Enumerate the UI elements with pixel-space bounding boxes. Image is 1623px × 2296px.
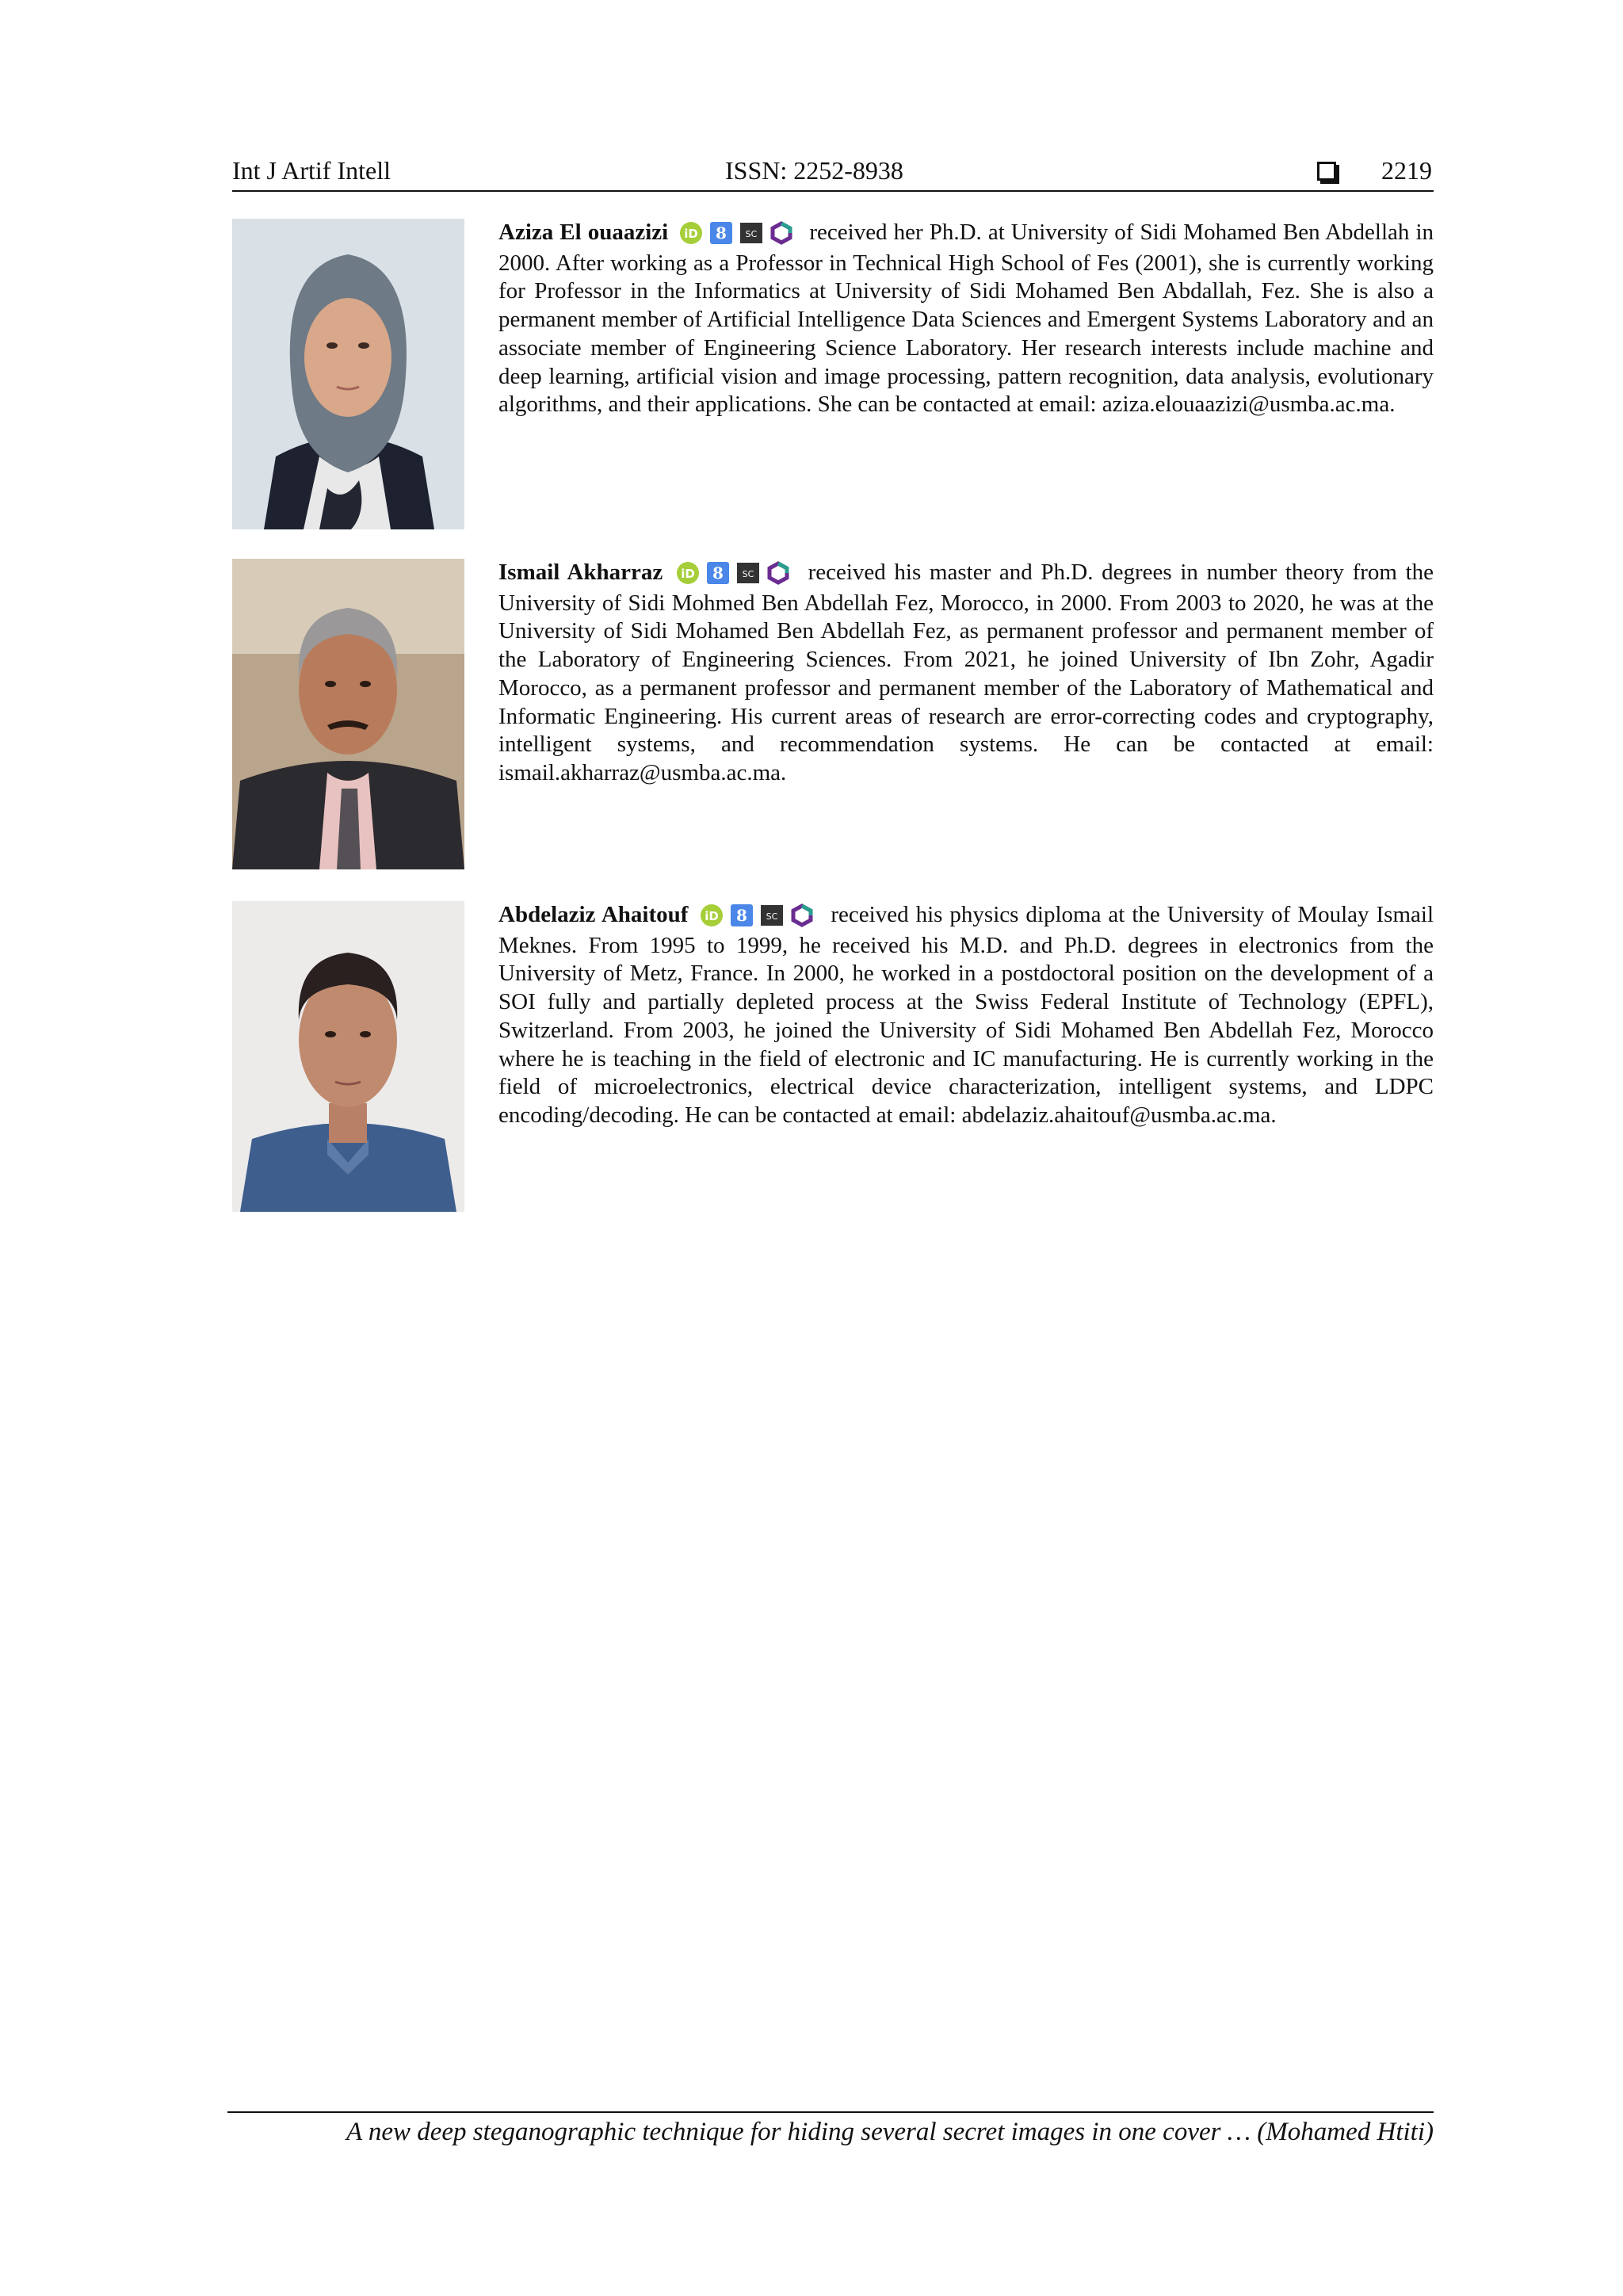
svg-text:iD: iD	[681, 567, 695, 581]
bio-text	[498, 219, 1434, 419]
square-bullet-icon	[1317, 162, 1336, 181]
bio-text	[498, 901, 1434, 1130]
author-photo	[232, 559, 464, 869]
orcid-icon[interactable]	[676, 561, 700, 585]
bio-body: received his physics diploma at the University of Moulay Ismail Meknes. From 1995 to 1999, he received his M.D. and Ph.D. degrees in electronics from the University of Metz, France. In 2000, he worked in a postdoctoral position on the development of a SOI fully and partially depleted process at the Swiss Federal Institute of Technology (EPFL), Switzerland. From 2003, he joined the University of Sidi Mohamed Ben Abdellah Fez, Morocco where he is teaching in the field of electronic and IC manufacturing. He is currently working in the field of microelectronics, electrical device characterization, intelligent systems, and LDPC encoding/decoding. He can be contacted at email: abdelaziz.ahaitouf@usmba.ac.ma.	[498, 902, 1434, 1128]
svg-text:8: 8	[716, 223, 727, 243]
svg-text:SC: SC	[745, 229, 758, 239]
google-scholar-icon[interactable]	[706, 561, 730, 585]
publons-icon[interactable]	[766, 561, 790, 585]
author-name: Aziza El ouaazizi	[498, 220, 669, 245]
orcid-icon[interactable]	[700, 904, 724, 927]
bio-text	[498, 559, 1434, 788]
author-photo	[232, 219, 464, 529]
running-footer	[227, 2111, 1434, 2149]
scopus-icon[interactable]	[739, 221, 763, 245]
svg-text:SC: SC	[766, 911, 778, 922]
scopus-icon[interactable]	[736, 561, 760, 585]
profile-icons	[679, 221, 800, 250]
orcid-icon[interactable]	[679, 221, 703, 245]
running-header	[232, 152, 1434, 192]
author-name: Abdelaziz Ahaitouf	[498, 902, 689, 927]
bio-body: received her Ph.D. at University of Sidi Mohamed Ben Abdellah in 2000. After working as a Professor in Technical High School of Fes (2001), she is currently working for Professor in the Informatics at University of Sidi Mohamed Ben Abdallah, Fez. She is also a permanent member of Artificial Intelligence Data Sciences and Emergent Systems Laboratory and an associate member of Engineering Science Laboratory. Her research interests include machine and deep learning, artificial vision and image processing, pattern recognition, data analysis, evolutionary algorithms, and their applications. She can be contacted at email: aziza.elouaazizi@usmba.ac.ma.	[498, 220, 1434, 418]
author-name: Ismail Akharraz	[498, 560, 663, 585]
author-photo	[232, 901, 464, 1212]
google-scholar-icon[interactable]	[709, 221, 733, 245]
svg-text:iD: iD	[684, 227, 699, 241]
svg-text:8: 8	[712, 563, 724, 583]
journal-name: Int J Artif Intell	[232, 156, 391, 185]
profile-icons	[676, 561, 796, 590]
publons-icon[interactable]	[790, 904, 814, 927]
publons-icon[interactable]	[769, 221, 793, 245]
profile-icons	[700, 904, 820, 932]
issn: ISSN: 2252-8938	[725, 156, 903, 185]
scopus-icon[interactable]	[760, 904, 784, 927]
page-number: 2219	[1381, 156, 1432, 185]
bio-body: received his master and Ph.D. degrees in number theory from the University of Sidi Mohmed Ben Abdellah Fez, Morocco, in 2000. From 2003 to 2020, he was at the University of Sidi Mohamed Ben Abdellah Fez, as permanent professor and permanent member of the Laboratory of Engineering Sciences. From 2021, he joined University of Ibn Zohr, Agadir Morocco, as a permanent professor and permanent member of the Laboratory of Mathematical and Informatic Engineering. His current areas of research are error-correcting codes and cryptography, intelligent systems, and recommendation systems. He can be contacted at email: ismail.akharraz@usmba.ac.ma.	[498, 560, 1434, 785]
paper-title: A new deep steganographic technique for hiding several secret images in one cover … (Mohamed Htiti)	[346, 2118, 1434, 2146]
svg-text:iD: iD	[705, 909, 720, 923]
svg-text:8: 8	[736, 906, 748, 925]
svg-text:SC: SC	[742, 569, 754, 579]
google-scholar-icon[interactable]	[730, 904, 754, 927]
